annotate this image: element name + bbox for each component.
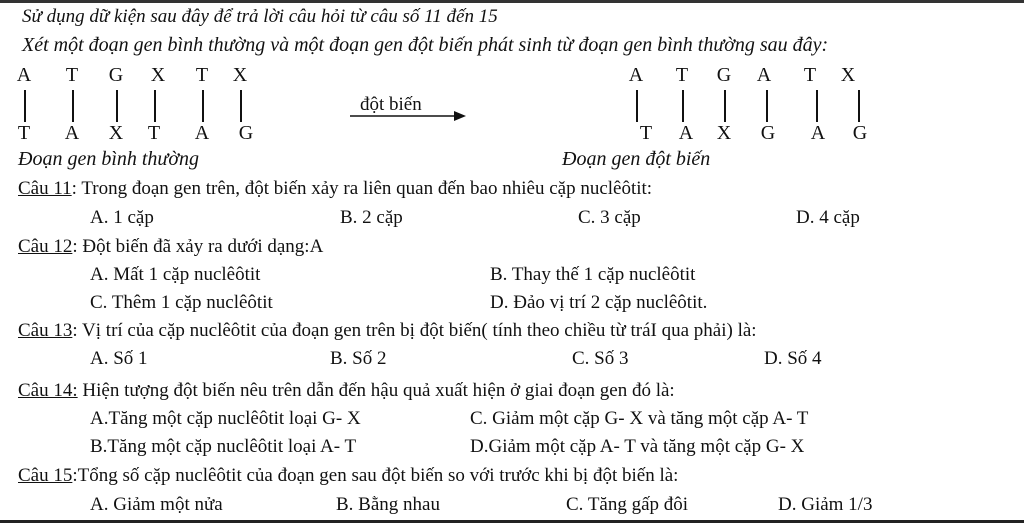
mutant-bottom-base: G xyxy=(760,122,776,144)
answer-option: A.Tăng một cặp nuclêôtit loại G- X xyxy=(90,408,361,429)
mutant-bottom-base: T xyxy=(639,122,653,144)
normal-top-base: T xyxy=(195,64,209,86)
question-number: Câu 14: xyxy=(18,380,78,401)
question-text: Hiện tượng đột biến nêu trên dẫn đến hậu quả xuất hiện ở giai đoạn gen đó là: xyxy=(77,380,675,401)
answer-option: A. 1 cặp xyxy=(90,207,154,228)
question-11 xyxy=(18,178,652,200)
question-12 xyxy=(18,236,323,258)
answer-option: C. Tăng gấp đôi xyxy=(566,494,689,515)
answer-option: D.Giảm một cặp A- T và tăng một cặp G- X xyxy=(470,436,805,457)
mutant-top-base: A xyxy=(628,64,644,86)
normal-bottom-base: A xyxy=(64,122,80,144)
answer-option: C. 3 cặp xyxy=(578,207,641,228)
answer-option: A. Giảm một nửa xyxy=(90,494,223,515)
hydrogen-bond-line xyxy=(116,90,118,122)
normal-top-base: A xyxy=(16,64,32,86)
normal-top-base: T xyxy=(65,64,79,86)
question-13 xyxy=(18,320,757,342)
answer-option: B. Bằng nhau xyxy=(336,494,440,515)
question-number: Câu 12 xyxy=(18,236,73,257)
mutant-bottom-base: G xyxy=(852,122,868,144)
question-text: :Tổng số cặp nuclêôtit của đoạn gen sau đột biến so với trước khi bị đột biến là: xyxy=(72,465,679,486)
hydrogen-bond-line xyxy=(858,90,860,122)
question-number: Câu 13 xyxy=(18,320,73,341)
mutant-gene-diagram xyxy=(626,62,926,142)
normal-gene-diagram xyxy=(14,62,314,142)
question-number: Câu 15 xyxy=(18,465,73,486)
answer-option: D. Đảo vị trí 2 cặp nuclêôtit. xyxy=(490,292,708,313)
hydrogen-bond-line xyxy=(724,90,726,122)
question-text: : Đột biến đã xảy ra dưới dạng:A xyxy=(72,236,324,257)
normal-bottom-base: A xyxy=(194,122,210,144)
question-text: : Trong đoạn gen trên, đột biến xảy ra liên quan đến bao nhiêu cặp nuclêôtit: xyxy=(71,178,653,199)
hydrogen-bond-line xyxy=(816,90,818,122)
mutant-top-base: X xyxy=(840,64,856,86)
answer-option: A. Mất 1 cặp nuclêôtit xyxy=(90,264,261,285)
normal-bottom-base: T xyxy=(17,122,31,144)
hydrogen-bond-line xyxy=(636,90,638,122)
mutant-bottom-base: X xyxy=(716,122,732,144)
hydrogen-bond-line xyxy=(72,90,74,122)
mutant-top-base: T xyxy=(675,64,689,86)
mutation-arrow-label: đột biến xyxy=(360,94,422,115)
answer-option: A. Số 1 xyxy=(90,348,148,369)
intro-instruction: Sử dụng dữ kiện sau đây để trả lời câu hỏi từ câu số 11 đến 15 xyxy=(22,6,498,27)
answer-option: C. Thêm 1 cặp nuclêôtit xyxy=(90,292,273,313)
mutant-bottom-base: A xyxy=(678,122,694,144)
question-text: : Vị trí của cặp nuclêôtit của đoạn gen trên bị đột biến( tính theo chiều từ tráI qua phải) là: xyxy=(72,320,757,341)
normal-bottom-base: X xyxy=(108,122,124,144)
question-14 xyxy=(18,380,675,402)
intro-description: Xét một đoạn gen bình thường và một đoạn gen đột biến phát sinh từ đoạn gen bình thường sau đây: xyxy=(22,34,829,56)
top-border-line xyxy=(0,0,1024,3)
normal-gene-caption: Đoạn gen bình thường xyxy=(18,148,200,170)
hydrogen-bond-line xyxy=(24,90,26,122)
answer-option: B. Số 2 xyxy=(330,348,387,369)
normal-top-base: X xyxy=(232,64,248,86)
normal-bottom-base: T xyxy=(147,122,161,144)
normal-bottom-base: G xyxy=(238,122,254,144)
answer-option: B.Tăng một cặp nuclêôtit loại A- T xyxy=(90,436,357,457)
question-15 xyxy=(18,465,678,487)
mutant-top-base: A xyxy=(756,64,772,86)
arrow-right-icon xyxy=(350,108,468,124)
hydrogen-bond-line xyxy=(154,90,156,122)
mutant-bottom-base: A xyxy=(810,122,826,144)
normal-top-base: G xyxy=(108,64,124,86)
hydrogen-bond-line xyxy=(682,90,684,122)
mutant-top-base: G xyxy=(716,64,732,86)
answer-option: C. Giảm một cặp G- X và tăng một cặp A- T xyxy=(470,408,809,429)
hydrogen-bond-line xyxy=(240,90,242,122)
bottom-border-line xyxy=(0,520,1024,523)
hydrogen-bond-line xyxy=(202,90,204,122)
hydrogen-bond-line xyxy=(766,90,768,122)
answer-option: C. Số 3 xyxy=(572,348,629,369)
mutant-gene-caption: Đoạn gen đột biến xyxy=(562,148,711,170)
normal-top-base: X xyxy=(150,64,166,86)
answer-option: D. Số 4 xyxy=(764,348,822,369)
answer-option: B. Thay thế 1 cặp nuclêôtit xyxy=(490,264,696,285)
question-number: Câu 11 xyxy=(18,178,72,199)
mutation-arrow xyxy=(350,94,470,124)
answer-option: B. 2 cặp xyxy=(340,207,403,228)
answer-option: D. Giảm 1/3 xyxy=(778,494,873,515)
mutant-top-base: T xyxy=(803,64,817,86)
answer-option: D. 4 cặp xyxy=(796,207,860,228)
